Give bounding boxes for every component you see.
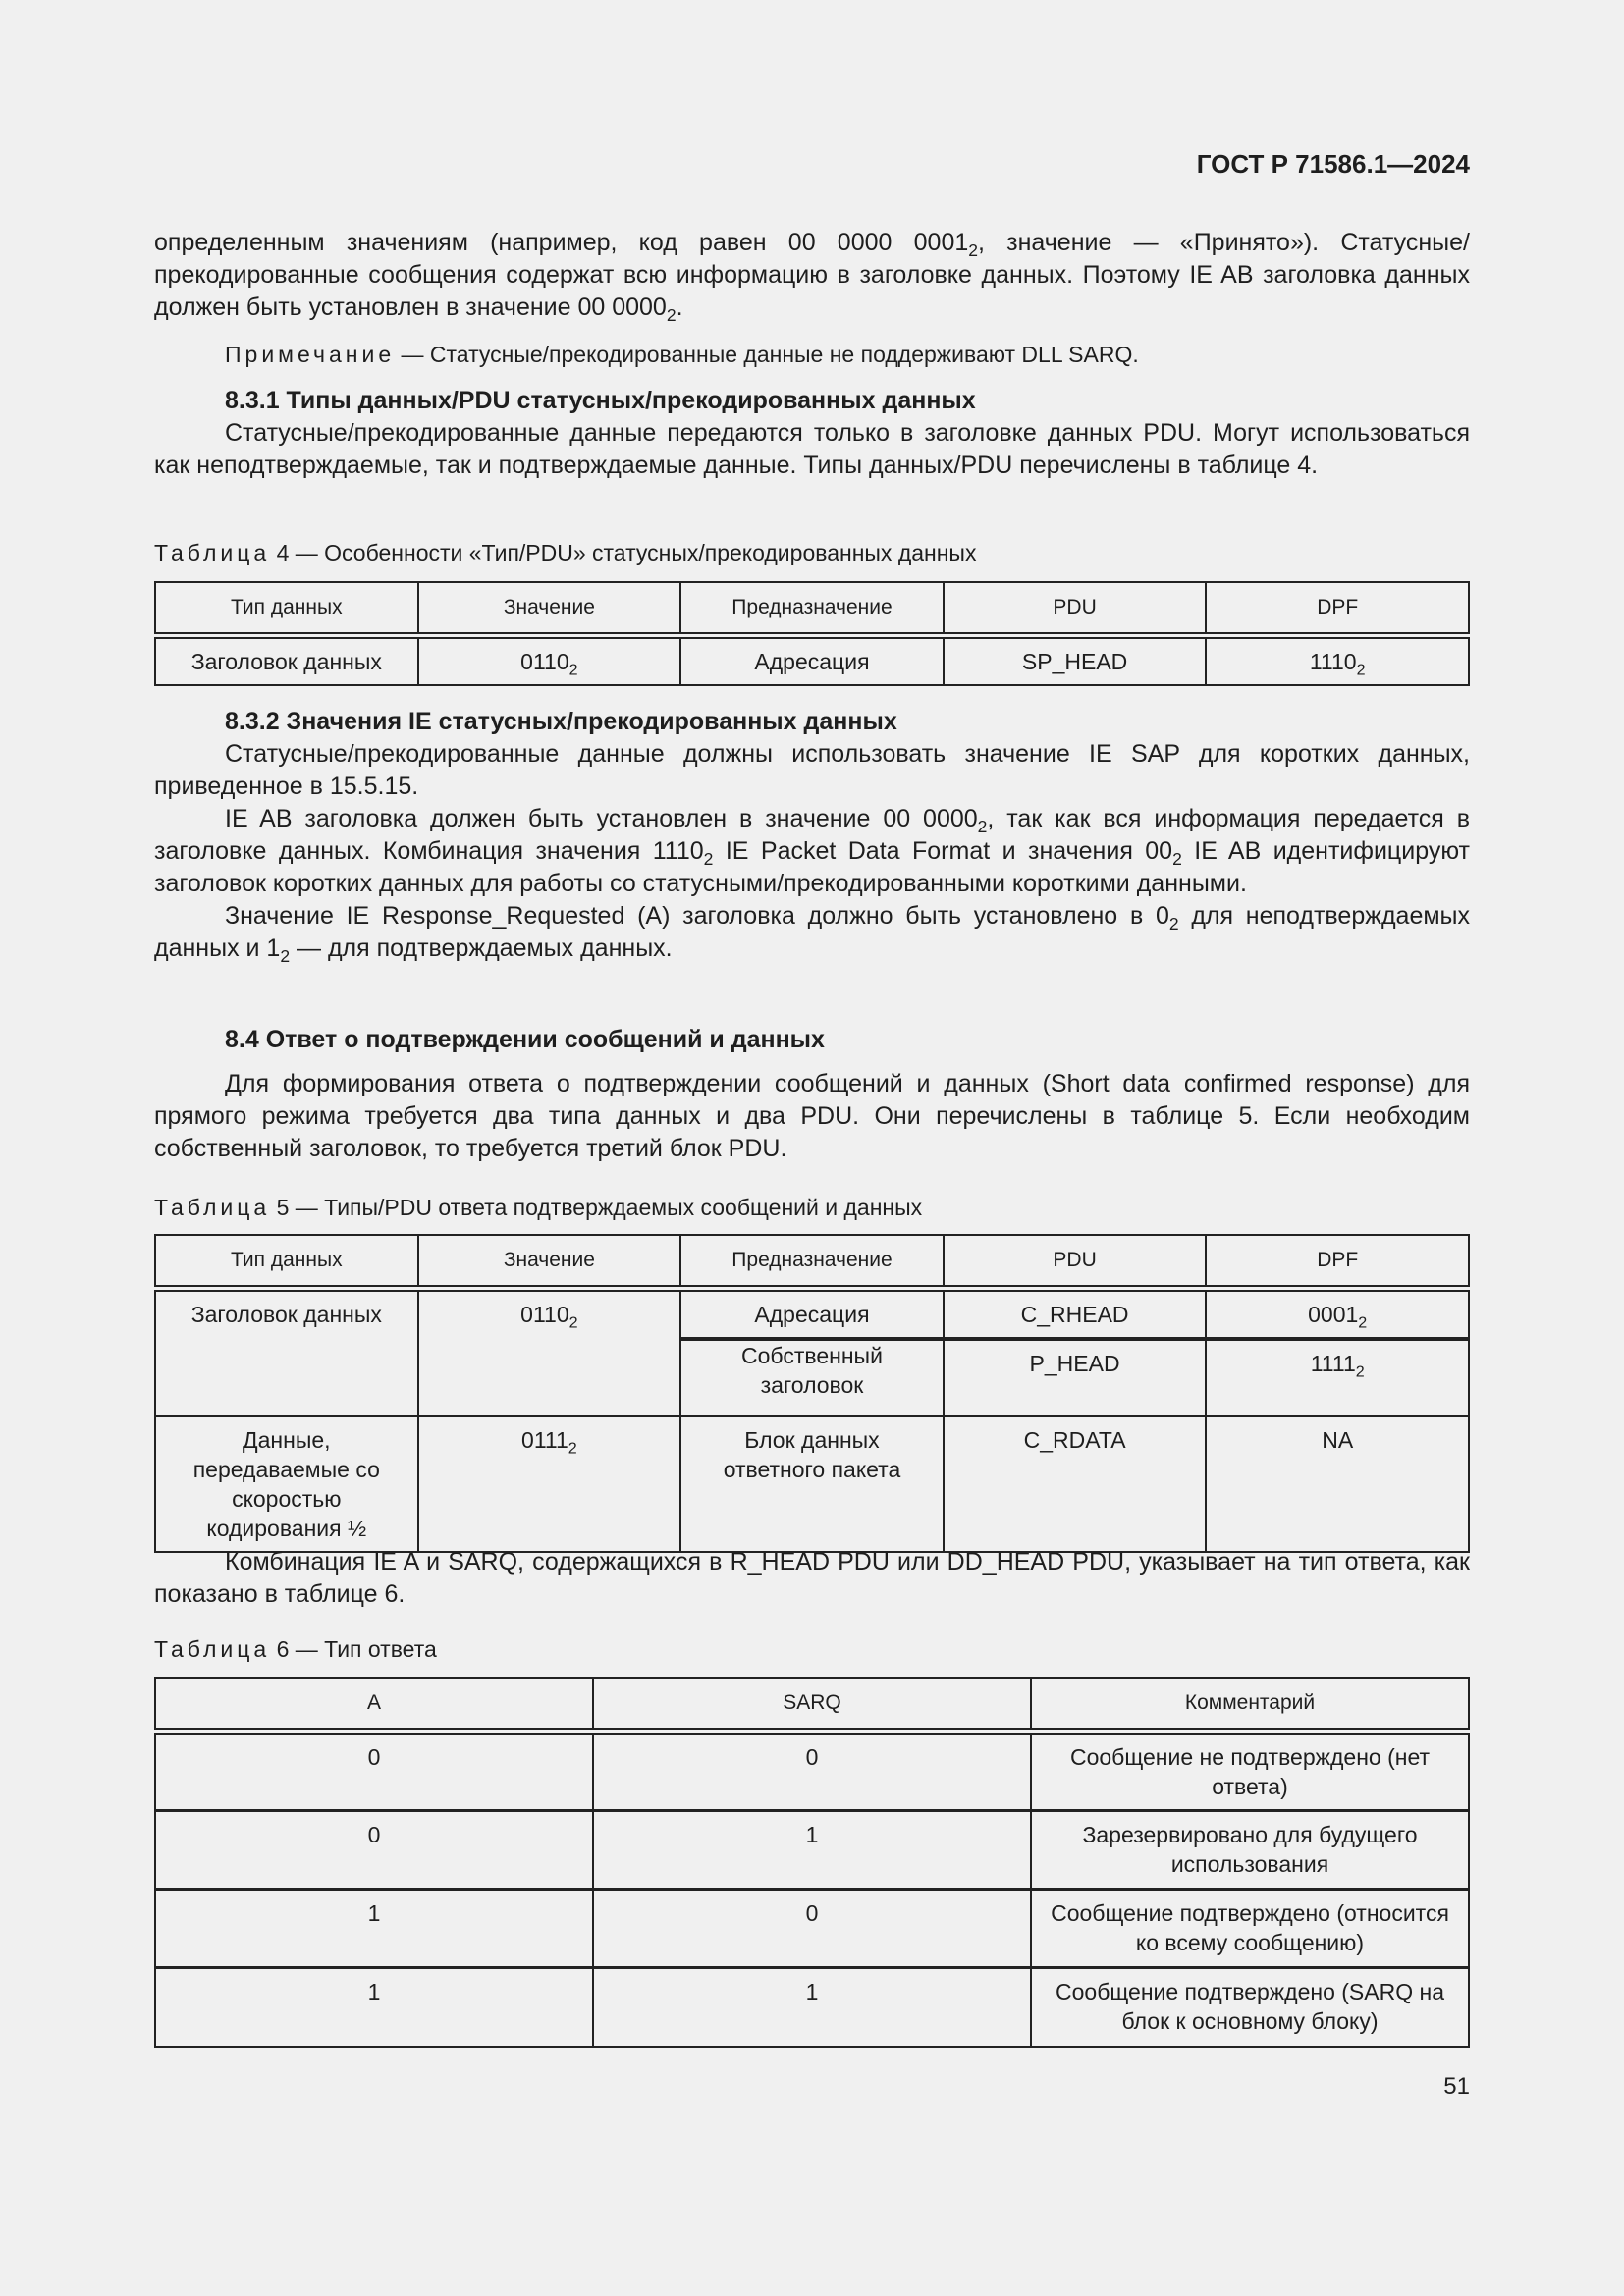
value: 0111 (521, 1427, 568, 1453)
table6 (154, 1677, 1470, 2048)
cell (418, 636, 681, 686)
cell: Сообщение подтверждено (относится ко всему сообщению) (1031, 1890, 1469, 1968)
caption-text: 6 — Тип ответа (270, 1636, 437, 1662)
cell: 0 (155, 1811, 593, 1890)
subscript: 2 (1172, 849, 1182, 870)
table5-caption (154, 1193, 1470, 1222)
subscript: 2 (568, 1313, 578, 1332)
value: 1110 (1309, 649, 1357, 674)
note-label: Примечание (225, 342, 396, 367)
caption-label: Таблица (154, 540, 271, 565)
column-header: SARQ (593, 1678, 1031, 1732)
subscript: 2 (568, 661, 578, 679)
cell: 1 (155, 1890, 593, 1968)
subscript: 2 (1168, 914, 1179, 934)
paragraph: Комбинация IE A и SARQ, содержащихся в R_HEAD PDU или DD_HEAD PDU, указывает на тип ответа, как показано в таблице 6. (154, 1548, 1470, 1608)
paragraph (154, 803, 1470, 900)
column-header: PDU (944, 582, 1207, 636)
table-row (155, 1968, 1469, 2047)
cell: P_HEAD (944, 1339, 1207, 1416)
cell: Собственный заголовок (680, 1339, 944, 1416)
subscript: 2 (280, 946, 291, 967)
table-row (155, 1890, 1469, 1968)
note-text: — Статусные/прекодированные данные не поддерживают DLL SARQ. (395, 342, 1139, 367)
text: IE Packet Data Format и значения 00 (713, 837, 1173, 865)
table-row (155, 1416, 1469, 1552)
column-header: A (155, 1678, 593, 1732)
paragraph-after-table5 (154, 1546, 1470, 1611)
subscript: 2 (977, 817, 988, 837)
section-heading: 8.3.1 Типы данных/PDU статусных/прекодированных данных (225, 387, 976, 414)
text: , так как вся информация передается в заголовке данных. Комбинация значения 1110 (154, 805, 1470, 865)
cell (1206, 1339, 1469, 1416)
cell: Сообщение не подтверждено (нет ответа) (1031, 1732, 1469, 1811)
cell: 1 (593, 1968, 1031, 2047)
section-8-3-2 (154, 706, 1470, 965)
cell: 1 (593, 1811, 1031, 1890)
cell: 0 (155, 1732, 593, 1811)
value: 0110 (520, 649, 569, 674)
intro-paragraph (154, 227, 1470, 324)
column-header: Значение (418, 1235, 681, 1289)
cell: Заголовок данных (155, 636, 418, 686)
column-header: Предназначение (680, 1235, 944, 1289)
table-row (155, 636, 1469, 686)
table5 (154, 1234, 1470, 1553)
cell: 0 (593, 1890, 1031, 1968)
cell: Адресация (680, 1289, 944, 1340)
cell: Сообщение подтверждено (SARQ на блок к основному блоку) (1031, 1968, 1469, 2047)
text: определенным значениям (например, код равен 00 0000 0001 (154, 229, 969, 256)
column-header: DPF (1206, 582, 1469, 636)
page-number: 51 (1443, 2073, 1470, 2100)
column-header: Тип данных (155, 582, 418, 636)
section-8-3-1 (154, 385, 1470, 482)
column-header: Тип данных (155, 1235, 418, 1289)
column-header: DPF (1206, 1235, 1469, 1289)
table6-caption (154, 1634, 1470, 1664)
paragraph: Статусные/прекодированные данные передаются только в заголовке данных PDU. Могут использоваться как неподтверждаемые, так и подтверждаемые данные. Типы данных/PDU перечислены в таблице 4. (154, 419, 1470, 479)
subscript: 2 (1355, 1362, 1365, 1381)
cell: Данные, передаваемые со скоростью кодирования ½ (155, 1416, 418, 1552)
cell (418, 1289, 681, 1417)
text: IE AB заголовка должен быть установлен в значение 00 0000 (225, 805, 978, 832)
text: IE AB идентифицируют заголовок коротких данных для работы со статусными/прекодированными короткими данными. (154, 837, 1470, 897)
document-id: ГОСТ Р 71586.1—2024 (1196, 149, 1470, 179)
cell: Заголовок данных (155, 1289, 418, 1417)
caption-label: Таблица (154, 1195, 271, 1220)
text: — для подтверждаемых данных. (290, 934, 673, 962)
caption-label: Таблица (154, 1636, 271, 1662)
paragraph: Для формирования ответа о подтверждении сообщений и данных (Short data confirmed response) для прямого режима требуется два типа данных и два PDU. Они перечислены в таблице 5. Если необходим собственный заголовок, то требуется третий блок PDU. (154, 1070, 1470, 1162)
paragraph: Статусные/прекодированные данные должны использовать значение IE SAP для коротких данных, приведенное в 15.5.15. (154, 740, 1470, 800)
cell: Адресация (680, 636, 944, 686)
section-heading: 8.3.2 Значения IE статусных/прекодированных данных (225, 708, 897, 735)
column-header: PDU (944, 1235, 1207, 1289)
section-8-4 (154, 1024, 1470, 1165)
cell: Зарезервировано для будущего использования (1031, 1811, 1469, 1890)
subscript: 2 (703, 849, 714, 870)
subscript: 2 (1356, 661, 1366, 679)
cell: C_RHEAD (944, 1289, 1207, 1340)
cell (1206, 1289, 1469, 1340)
cell: SP_HEAD (944, 636, 1207, 686)
cell: NA (1206, 1416, 1469, 1552)
value: 0110 (520, 1302, 569, 1327)
cell (1206, 636, 1469, 686)
caption-text: 4 — Особенности «Тип/PDU» статусных/прекодированных данных (270, 540, 977, 565)
column-header: Предназначение (680, 582, 944, 636)
table4-caption (154, 538, 1470, 567)
table-row (155, 1289, 1469, 1340)
cell (418, 1416, 681, 1552)
cell: 0 (593, 1732, 1031, 1811)
value: 0001 (1308, 1302, 1359, 1327)
cell: 1 (155, 1968, 593, 2047)
note (154, 339, 1470, 371)
paragraph (154, 900, 1470, 965)
column-header: Комментарий (1031, 1678, 1469, 1732)
column-header: Значение (418, 582, 681, 636)
value: 1111 (1310, 1351, 1356, 1376)
subscript: 2 (968, 240, 978, 261)
subscript: 2 (666, 305, 677, 326)
cell: Блок данных ответного пакета (680, 1416, 944, 1552)
subscript: 2 (568, 1439, 577, 1458)
text: для неподтверждаемых данных и 1 (154, 902, 1471, 962)
cell: C_RDATA (944, 1416, 1207, 1552)
table4 (154, 581, 1470, 686)
text: , значение — «Принято»). Статусные/прекодированные сообщения содержат всю информацию в заголовке данных. Поэтому IE AB заголовка данных должен быть установлен в значение 00 0000 (154, 229, 1470, 321)
caption-text: 5 — Типы/PDU ответа подтверждаемых сообщений и данных (270, 1195, 923, 1220)
subscript: 2 (1358, 1313, 1368, 1332)
table-row (155, 1811, 1469, 1890)
section-heading: 8.4 Ответ о подтверждении сообщений и данных (225, 1026, 825, 1053)
table-row (155, 1732, 1469, 1811)
text: Значение IE Response_Requested (A) заголовка должно быть установлено в 0 (225, 902, 1169, 930)
text: . (676, 294, 683, 321)
